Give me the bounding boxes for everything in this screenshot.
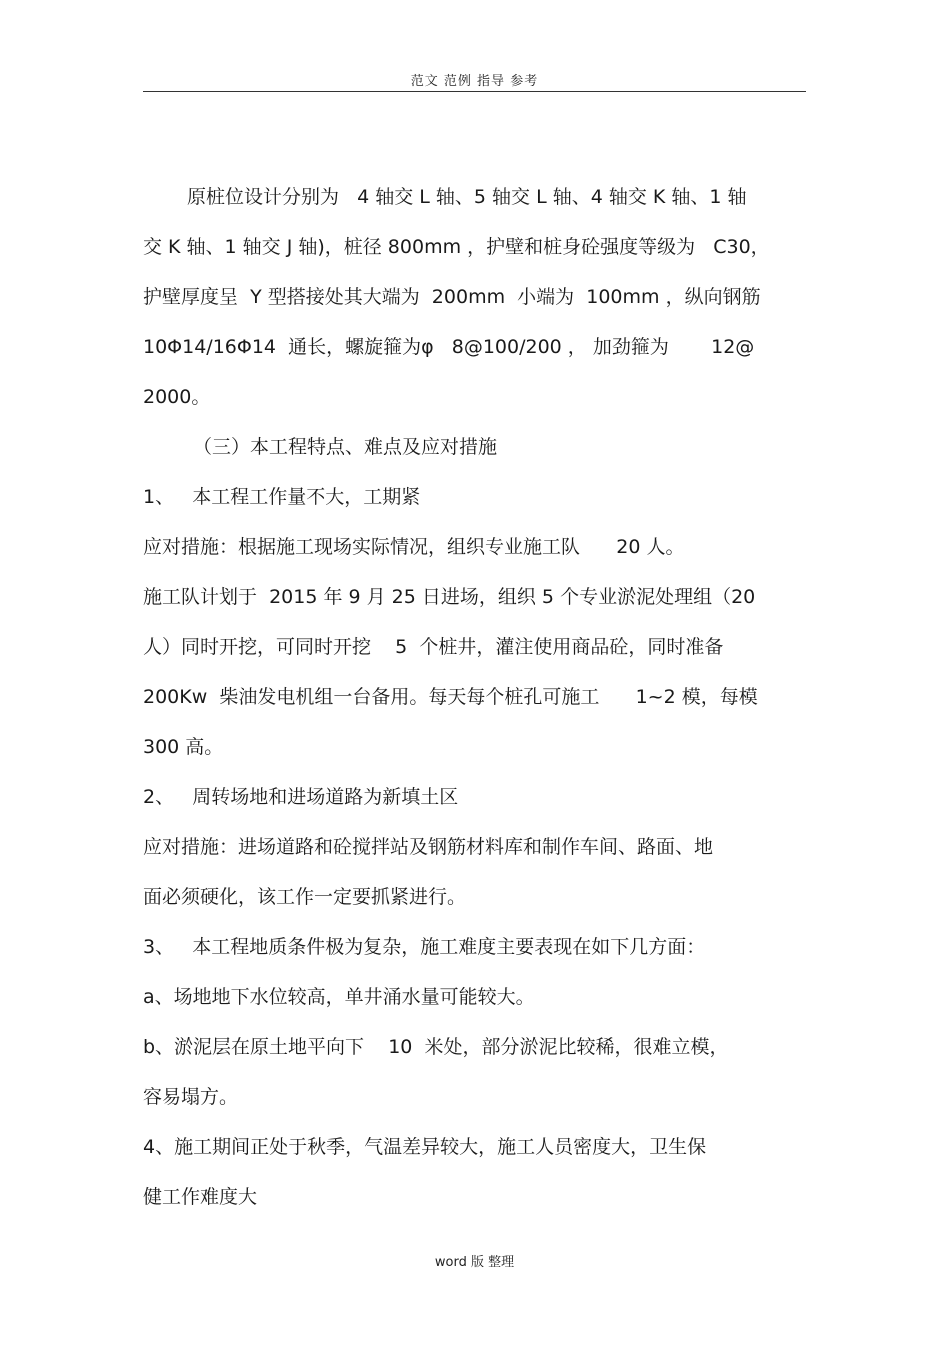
- page-footer: word 版 整理: [434, 1255, 515, 1270]
- paragraph-line: 应对措施：根据施工现场实际情况，组织专业施工队 20 人。: [143, 536, 685, 558]
- paragraph-line: 面必须硬化，该工作一定要抓紧进行。: [143, 886, 467, 908]
- paragraph-line: 人）同时开挖，可同时开挖 5 个桩井，灌注使用商品砼，同时准备: [143, 636, 724, 658]
- paragraph-line: 200Kw 柴油发电机组一台备用。每天每个桩孔可施工 1~2 模，每模: [143, 686, 758, 708]
- header-divider: [143, 91, 806, 92]
- paragraph-line: 健工作难度大: [143, 1186, 258, 1208]
- list-item-heading: 3、 本工程地质条件极为复杂，施工难度主要表现在如下几方面：: [143, 936, 706, 958]
- page-header: 范文 范例 指导 参考: [410, 74, 539, 89]
- document-body: [143, 172, 815, 1222]
- paragraph-line: 交 K 轴、1 轴交 J 轴)，桩径 800mm ，护壁和桩身砼强度等级为 C30，: [143, 236, 770, 258]
- section-heading: （三）本工程特点、难点及应对措施: [193, 436, 498, 458]
- paragraph-line: b、淤泥层在原土地平向下 10 米处，部分淤泥比较稀，很难立模，: [143, 1036, 729, 1058]
- paragraph-line: a、场地地下水位较高，单井涌水量可能较大。: [143, 986, 535, 1008]
- paragraph-line: 原桩位设计分别为 4 轴交 L 轴、5 轴交 L 轴、4 轴交 K 轴、1 轴: [187, 186, 747, 208]
- paragraph-line: 300 高。: [143, 736, 224, 758]
- paragraph-line: 护壁厚度呈 Y 型搭接处其大端为 200mm 小端为 100mm ，纵向钢筋: [143, 286, 761, 308]
- paragraph-line: 2000。: [143, 386, 211, 408]
- paragraph-line: 应对措施：进场道路和砼搅拌站及钢筋材料库和制作车间、路面、地: [143, 836, 714, 858]
- list-item-heading: 2、 周转场地和进场道路为新填土区: [143, 786, 459, 808]
- paragraph-line: 10Φ14/16Φ14 通长，螺旋箍为φ 8@100/200 ， 加劲箍为 12@: [143, 336, 755, 358]
- paragraph-line: 4、施工期间正处于秋季，气温差异较大，施工人员密度大，卫生保: [143, 1136, 707, 1158]
- list-item-heading: 1、 本工程工作量不大，工期紧: [143, 486, 421, 508]
- paragraph-line: 容易塌方。: [143, 1086, 239, 1108]
- paragraph-line: 施工队计划于 2015 年 9 月 25 日进场，组织 5 个专业淤泥处理组（20: [143, 586, 756, 608]
